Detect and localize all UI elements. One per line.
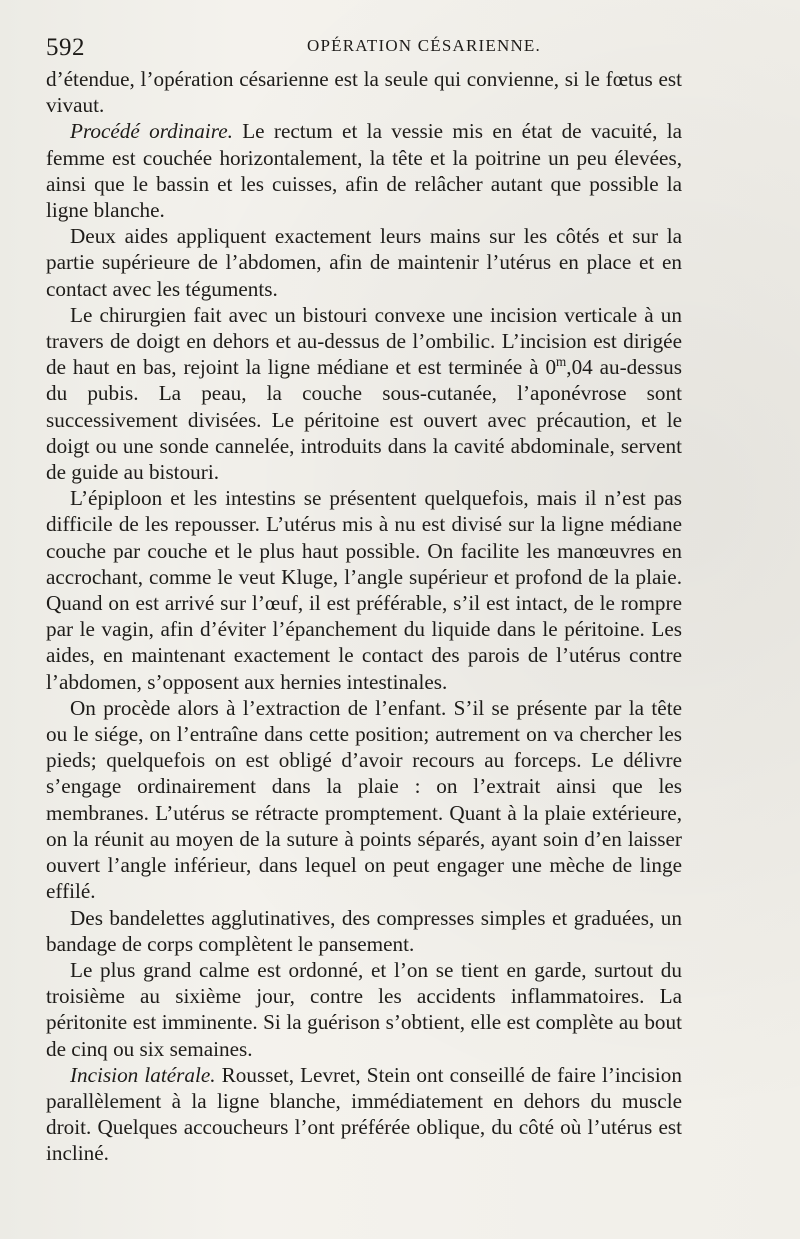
paragraph-text: Le chirurgien fait avec un bistouri convexe une incision verticale à un travers de doigt en dehors et au-dessus de l’ombilic. L’incision est dirigée de haut en bas, rejoint la ligne médiane et est terminée à 0 [46,302,682,380]
paragraph-text: d’étendue, l’opération césarienne est la seule qui convienne, si le fœtus est vivaut. [46,67,682,118]
paragraph-text: ,04 au-dessus du pubis. La peau, la couche sous-cutanée, l’aponévrose sont successivement divisées. Le péritoine est ouvert avec précaution, et le doigt ou une sonde cannelée, introduits dans la cavité abdominale, servent de guide au bistouri. [46,355,682,485]
paragraph-text: Deux aides appliquent exactement leurs mains sur les côtés et sur la partie supérieure de l’abdomen, afin de maintenir l’utérus en place et en contact avec les téguments. [46,224,682,301]
page-header [46,30,682,66]
paragraph-epiploon [46,485,682,695]
paragraph-bandelettes [46,905,682,957]
superscript-metre: m [556,354,567,370]
paragraph-aides [46,223,682,302]
paragraph-incision [46,302,682,485]
page-number: 592 [46,34,85,61]
paragraph-continuation [46,66,682,118]
paragraph-extraction [46,695,682,905]
paragraph-text: Rousset, Levret, Stein ont conseillé de faire l’incision parallèlement à la ligne blanche, immédiatement en dehors du muscle droit. Quelques accoucheurs l’ont préférée oblique, du côté où l’utérus est incliné. [46,1062,682,1166]
paragraph-text: L’épiploon et les intestins se présentent quelquefois, mais il n’est pas difficile de les repousser. L’utérus mis à nu est divisé sur la ligne médiane couche par couche et le plus haut possible. On facilite les manœuvres en accrochant, comme le veut Kluge, l’angle supérieur et profond de la plaie. Quand on est arrivé sur l’œuf, il est préférable, s’il est intact, de le rompre par le vagin, afin d’éviter l’épanchement du liquide dans le péritoine. Les aides, en maintenant exactement le contact des parois de l’utérus contre l’abdomen, s’opposent aux hernies intestinales. [46,486,682,694]
running-title: OPÉRATION CÉSARIENNE. [307,36,541,55]
paragraph-procede-ordinaire [46,118,682,223]
paragraph-text: Le plus grand calme est ordonné, et l’on se tient en garde, surtout du troisième au sixième jour, contre les accidents inflammatoires. La péritonite est imminente. Si la guérison s’obtient, elle est complète au bout de cinq ou six semaines. [46,957,682,1061]
paragraph-text: Des bandelettes agglutinatives, des compresses simples et graduées, un bandage de corps complètent le pansement. [46,905,682,956]
section-lead-procede-ordinaire: Procédé ordinaire. [70,119,233,144]
section-lead-incision-laterale: Incision latérale. [70,1062,216,1087]
paragraph-incision-laterale [46,1062,682,1167]
paragraph-text: On procède alors à l’extraction de l’enfant. S’il se présente par la tête ou le siége, on l’entraîne dans cette position; autrement on va chercher les pieds; quelquefois on est obligé d’avoir recours au forceps. Le délivre s’engage ordinairement dans la plaie : on l’extrait ainsi que les membranes. L’utérus se rétracte promptement. Quant à la plaie extérieure, on la réunit au moyen de la suture à points séparés, ayant soin d’en laisser ouvert l’angle inférieur, dans lequel on peut engager une mèche de linge effilé. [46,695,682,904]
body-text [46,66,682,1167]
paragraph-text: Le rectum et la vessie mis en état de vacuité, la femme est couchée horizontalement, la tête et la poitrine un peu élevées, ainsi que le bassin et les cuisses, afin de relâcher autant que possible la ligne blanche. [46,119,682,223]
paragraph-calme [46,957,682,1062]
